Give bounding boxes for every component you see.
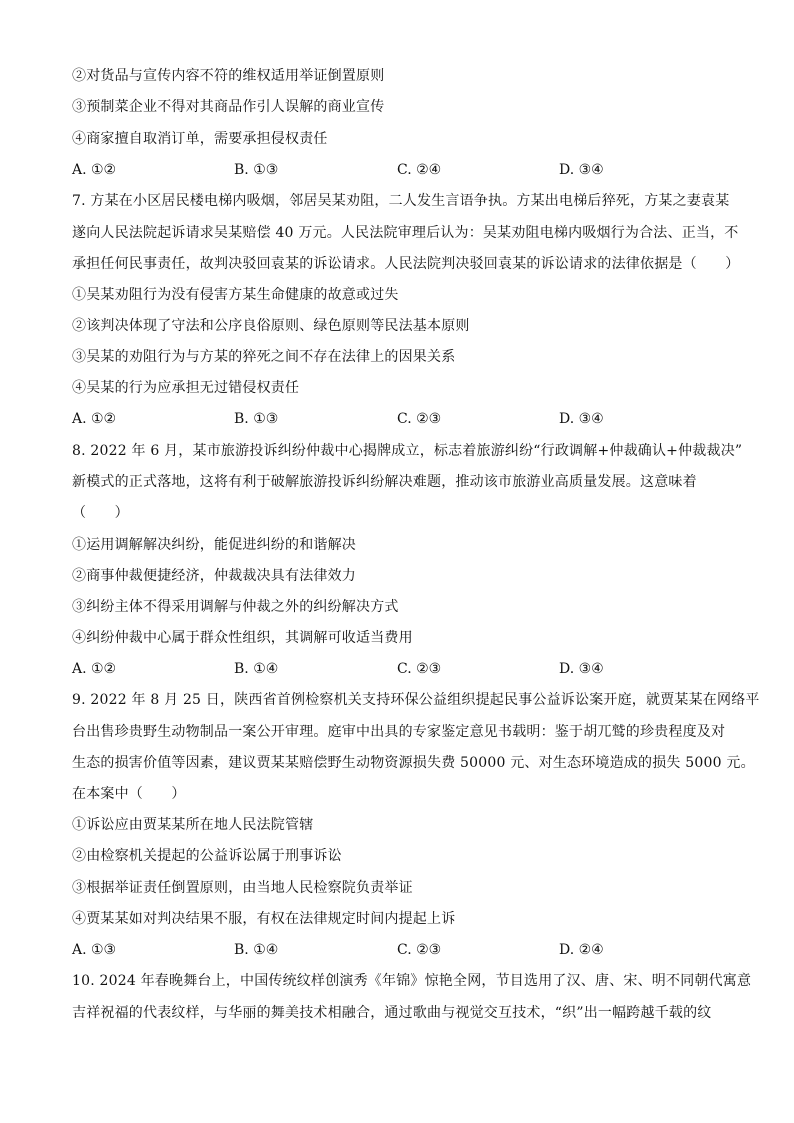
q7-statement-4: ④吴某的行为应承担无过错侵权责任: [72, 380, 300, 396]
q8-stem-line-1: 8. 2022 年 6 月，某市旅游投诉纠纷仲裁中心揭牌成立，标志着旅游纠纷“行政调解+仲裁确认+仲裁裁决”: [72, 443, 743, 459]
q8-stem-line-2: 新模式的正式落地，这将有利于破解旅游投诉纠纷解决难题，推动该市旅游业高质量发展。这意味着: [72, 474, 697, 490]
q8-options: [72, 659, 732, 679]
q6-option-a: A. ①②: [72, 162, 117, 178]
q6-statement-2: ②对货品与宣传内容不符的维权适用举证倒置原则: [72, 68, 385, 84]
q7-options: [72, 409, 732, 429]
q8-stem-line-3: （ ）: [72, 505, 129, 521]
q8-statement-2: ②商事仲裁便捷经济，仲裁裁决具有法律效力: [72, 568, 356, 584]
q7-option-d: D. ③④: [559, 411, 604, 427]
q9-stem-line-3: 生态的损害价值等因素，建议贾某某赔偿野生动物资源损失费 50000 元、对生态环境造成的损失 5000 元。: [72, 755, 755, 771]
q8-statement-4: ④纠纷仲裁中心属于群众性组织，其调解可收适当费用: [72, 630, 413, 646]
q8-statement-3: ③纠纷主体不得采用调解与仲裁之外的纠纷解决方式: [72, 599, 399, 615]
q9-stem-line-1: 9. 2022 年 8 月 25 日，陕西省首例检察机关支持环保公益组织提起民事公益诉讼案开庭，就贾某某在网络平: [72, 692, 760, 708]
q6-option-c: C. ②④: [397, 162, 442, 178]
q7-stem-line-3: 承担任何民事责任，故判决驳回袁某的诉讼请求。人民法院判决驳回袁某的诉讼请求的法律依据是（ ）: [72, 256, 740, 272]
q6-option-d: D. ③④: [559, 162, 604, 178]
q9-option-b: B. ①④: [234, 942, 279, 958]
q9-stem-line-2: 台出售珍贵野生动物制品一案公开审理。庭审中出具的专家鉴定意见书载明：鉴于胡兀鹫的珍贵程度及对: [72, 724, 726, 740]
q7-statement-1: ①吴某劝阻行为没有侵害方某生命健康的故意或过失: [72, 287, 399, 303]
q9-statement-1: ①诉讼应由贾某某所在地人民法院管辖: [72, 817, 314, 833]
q9-statement-4: ④贾某某如对判决结果不服，有权在法律规定时间内提起上诉: [72, 911, 456, 927]
q9-options: [72, 940, 732, 960]
q7-option-c: C. ②③: [397, 411, 442, 427]
q9-stem-line-4: 在本案中（ ）: [72, 786, 186, 802]
q8-statement-1: ①运用调解解决纠纷，能促进纠纷的和谐解决: [72, 537, 356, 553]
q6-statement-4: ④商家擅自取消订单，需要承担侵权责任: [72, 131, 328, 147]
q10-stem-line-1: 10. 2024 年春晚舞台上，中国传统纹样创演秀《年锦》惊艳全网，节目选用了汉、唐、宋、明不同朝代寓意: [72, 973, 752, 989]
q6-statement-3: ③预制菜企业不得对其商品作引人误解的商业宣传: [72, 99, 385, 115]
q8-option-c: C. ②③: [397, 661, 442, 677]
q7-statement-2: ②该判决体现了守法和公序良俗原则、绿色原则等民法基本原则: [72, 318, 470, 334]
q9-option-c: C. ②③: [397, 942, 442, 958]
q7-statement-3: ③吴某的劝阻行为与方某的猝死之间不存在法律上的因果关系: [72, 349, 456, 365]
q6-options: [72, 160, 732, 180]
q9-statement-3: ③根据举证责任倒置原则，由当地人民检察院负责举证: [72, 880, 413, 896]
q8-option-a: A. ①②: [72, 661, 117, 677]
q7-option-a: A. ①②: [72, 411, 117, 427]
q7-stem-line-1: 7. 方某在小区居民楼电梯内吸烟，邻居吴某劝阻，二人发生言语争执。方某出电梯后猝死，方某之妻袁某: [72, 193, 730, 209]
q9-statement-2: ②由检察机关提起的公益诉讼属于刑事诉讼: [72, 848, 342, 864]
q9-option-a: A. ①③: [72, 942, 117, 958]
q9-option-d: D. ②④: [559, 942, 604, 958]
q7-stem-line-2: 遂向人民法院起诉请求吴某赔偿 40 万元。人民法院审理后认为：吴某劝阻电梯内吸烟行为合法、正当，不: [72, 225, 739, 241]
q7-option-b: B. ①③: [234, 411, 279, 427]
q6-option-b: B. ①③: [234, 162, 279, 178]
q8-option-d: D. ③④: [559, 661, 604, 677]
q10-stem-line-2: 吉祥祝福的代表纹样，与华丽的舞美技术相融合，通过歌曲与视觉交互技术，“织”出一幅跨越千载的纹: [72, 1005, 712, 1021]
q8-option-b: B. ①④: [234, 661, 279, 677]
